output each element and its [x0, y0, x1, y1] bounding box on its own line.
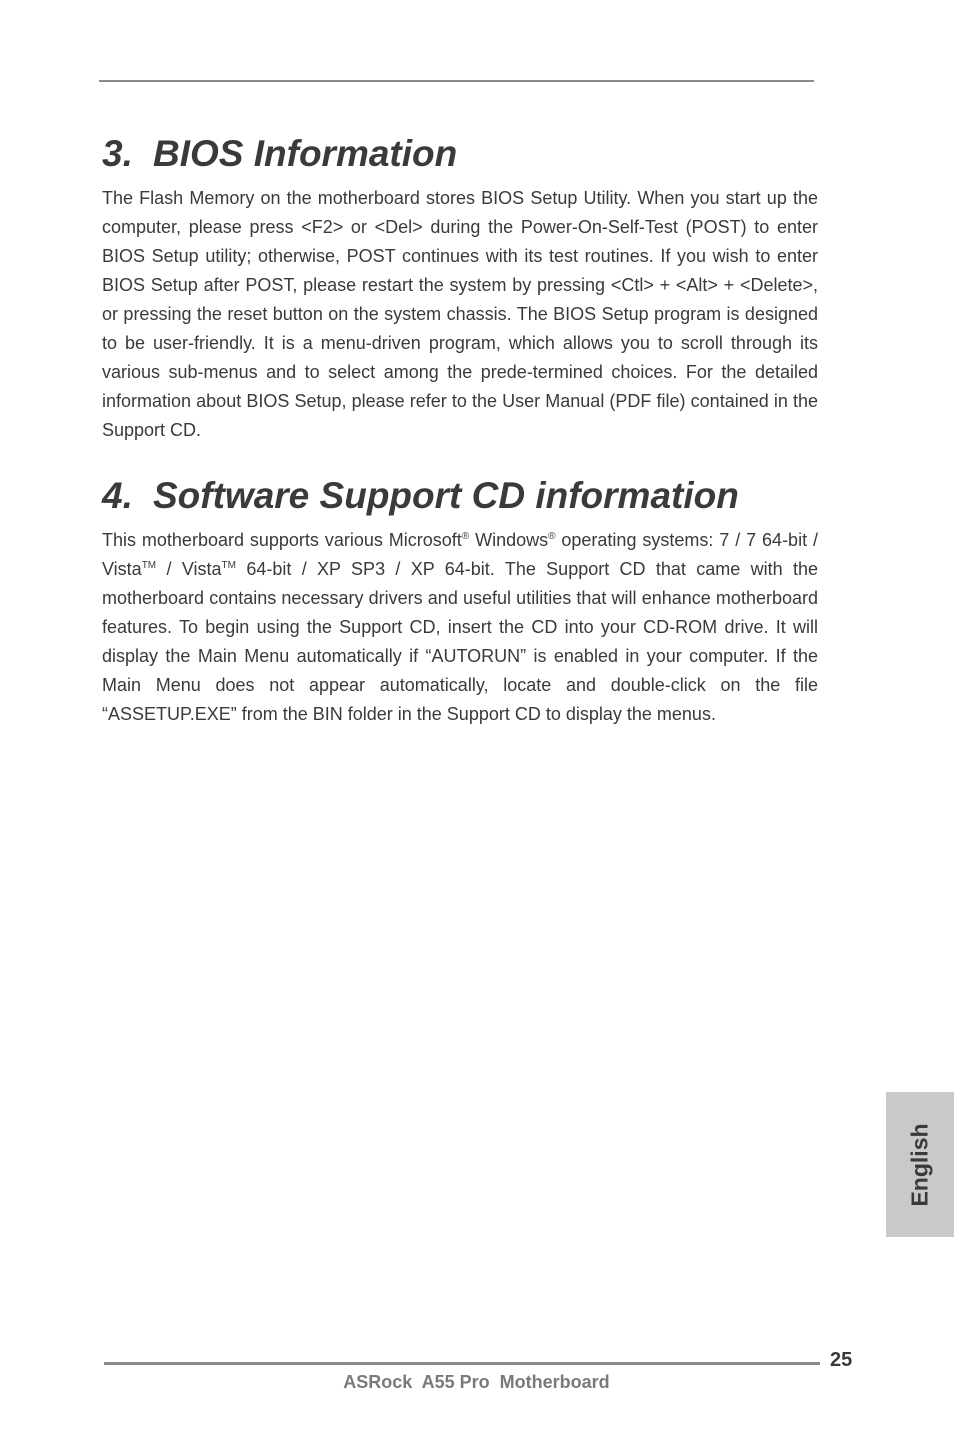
paragraph-text: This motherboard supports various Microsoft	[102, 530, 462, 550]
registered-mark: ®	[461, 531, 470, 542]
paragraph-text: 64-bit / XP SP3 / XP 64-bit. The Support CD that came with the motherboard contains necessary drivers and useful utilities that will enhance motherboard features. To begin using the Support CD, insert the CD into your CD-ROM drive. It will display the Main Menu automatically if “AUTORUN” is enabled in your computer. If the Main Menu does not appear automatically, locate and double-click on the file “ASSETUP.EXE” from the BIN folder in the Support CD to display the menus.	[102, 559, 818, 724]
section-heading	[102, 470, 818, 522]
section-number: 4.	[102, 475, 133, 516]
paragraph-text: operating systems: 7 / 7 64-bit / Vista	[102, 530, 818, 579]
section-title: Software Support CD information	[153, 475, 739, 516]
section-software-support-cd	[102, 470, 818, 729]
section-number: 3.	[102, 133, 133, 174]
section-paragraph: The Flash Memory on the motherboard stores BIOS Setup Utility. When you start up the computer, please press <F2> or <Del> during the Power-On-Self-Test (POST) to enter BIOS Setup utility; otherwise, POST continues with its test routines. If you wish to enter BIOS Setup after POST, please restart the system by pressing <Ctl> + <Alt> + <Delete>, or pressing the reset button on the system chassis. The BIOS Setup program is designed to be user-friendly. It is a menu-driven program, which allows you to scroll through its various sub-menus and to select among the prede-termined choices. For the detailed information about BIOS Setup, please refer to the User Manual (PDF file) contained in the Support CD.	[102, 188, 818, 440]
language-tab-label: English	[906, 1122, 933, 1207]
footer-divider	[104, 1362, 820, 1365]
language-tab	[886, 1092, 954, 1237]
page-number: 25	[830, 1349, 853, 1371]
top-divider	[99, 80, 814, 82]
trademark-mark: TM	[141, 560, 157, 571]
trademark-mark: TM	[221, 560, 236, 571]
section-heading	[102, 128, 818, 180]
registered-mark: ®	[548, 531, 556, 542]
section-paragraph	[102, 526, 818, 729]
section-bios-information	[102, 128, 818, 445]
paragraph-text: Windows	[469, 530, 549, 550]
section-title: BIOS Information	[153, 133, 458, 174]
footer-title: ASRock A55 Pro Motherboard	[343, 1372, 610, 1392]
paragraph-text: / Vista	[156, 559, 222, 579]
